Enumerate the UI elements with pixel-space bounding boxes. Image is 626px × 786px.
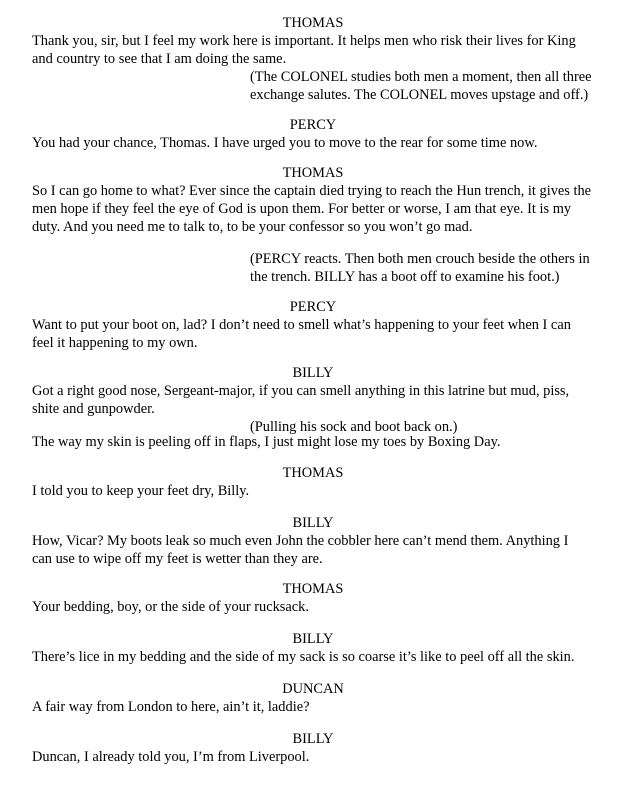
speaker-cue: BILLY [292, 515, 334, 531]
speaker-cue: DUNCAN [282, 681, 344, 697]
stage-direction: exchange salutes. The COLONEL moves upstage and off.) [250, 87, 589, 103]
speaker-cue: BILLY [292, 365, 334, 381]
dialogue-line: feel it happening to my own. [32, 335, 198, 351]
speaker-cue: PERCY [289, 299, 337, 315]
dialogue-line: So I can go home to what? Ever since the captain died trying to reach the Hun trench, it gives the [32, 183, 592, 199]
speaker-cue: THOMAS [282, 465, 344, 481]
dialogue-line: can use to wipe off my feet is wetter than they are. [32, 551, 323, 567]
dialogue-line: Got a right good nose, Sergeant-major, if you can smell anything in this latrine but mud, piss, [32, 383, 570, 399]
speaker-cue: BILLY [292, 731, 334, 747]
stage-direction: the trench. BILLY has a boot off to examine his foot.) [250, 269, 560, 285]
dialogue-line: How, Vicar? My boots leak so much even John the cobbler here can’t mend them. Anything I [32, 533, 569, 549]
dialogue-line: Thank you, sir, but I feel my work here is important. It helps men who risk their lives for King [32, 33, 576, 49]
dialogue-line: men hope if they feel the eye of God is upon them. For better or worse, I am that eye. It is my [32, 201, 572, 217]
speaker-cue: THOMAS [282, 165, 344, 181]
dialogue-line: shite and gunpowder. [32, 401, 155, 417]
stage-direction: (Pulling his sock and boot back on.) [250, 419, 458, 435]
dialogue-line: I told you to keep your feet dry, Billy. [32, 483, 250, 499]
dialogue-line: and country to see that I am doing the same. [32, 51, 287, 67]
stage-direction: (The COLONEL studies both men a moment, then all three [250, 69, 592, 85]
dialogue-line: A fair way from London to here, ain’t it, laddie? [32, 699, 310, 715]
dialogue-line: You had your chance, Thomas. I have urged you to move to the rear for some time now. [32, 135, 538, 151]
dialogue-line: There’s lice in my bedding and the side of my sack is so coarse it’s like to peel off all the skin. [32, 649, 575, 665]
speaker-cue: BILLY [292, 631, 334, 647]
dialogue-line: Duncan, I already told you, I’m from Liverpool. [32, 749, 310, 765]
dialogue-line: Your bedding, boy, or the side of your rucksack. [32, 599, 309, 615]
speaker-cue: THOMAS [282, 581, 344, 597]
speaker-cue: THOMAS [282, 15, 344, 31]
dialogue-line: The way my skin is peeling off in flaps, I just might lose my toes by Boxing Day. [32, 434, 501, 450]
stage-direction: (PERCY reacts. Then both men crouch beside the others in [250, 251, 590, 267]
speaker-cue: PERCY [289, 117, 337, 133]
dialogue-line: Want to put your boot on, lad? I don’t need to smell what’s happening to your feet when I can [32, 317, 571, 333]
dialogue-line: duty. And you need me to talk to, to be your confessor so you won’t go mad. [32, 219, 473, 235]
